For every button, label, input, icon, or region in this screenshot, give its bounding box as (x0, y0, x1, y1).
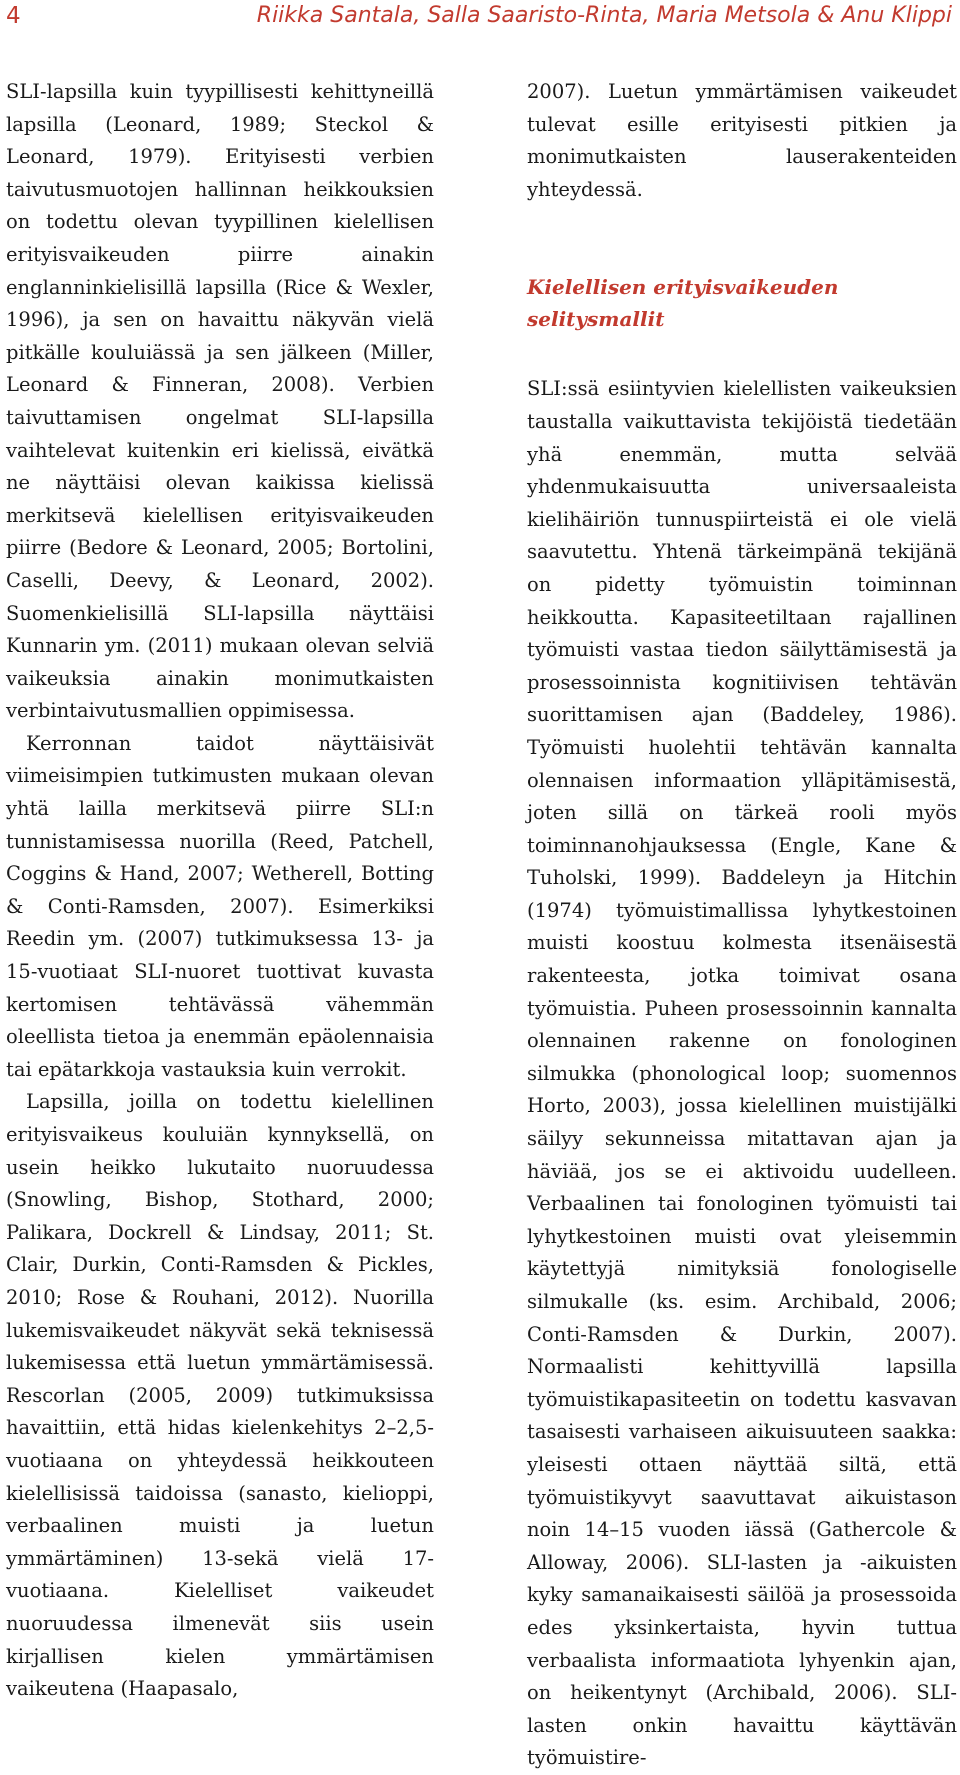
page-number: 4 (6, 3, 21, 29)
left-column (6, 76, 434, 1706)
body-paragraph: SLI:ssä esiintyvien kielellisten vaikeuksien taustalla vaikuttavista tekijöistä tiedetään yhä enemmän, mutta selvää yhdenmukaisuutta universaaleista kielihäiriön tunnuspiirteistä ei ole vielä saavutettu. Yhtenä tärkeimpänä tekijänä on pidetty työmuistin toiminnan heikkoutta. Kapasiteetiltaan rajallinen työmuisti vastaa tiedon säilyttämisestä ja prosessoinnista kognitiivisen tehtävän suorittamisen ajan (Baddeley, 1986). Työmuisti huolehtii tehtävän kannalta olennaisen informaation ylläpitämisestä, joten sillä on tärkeä rooli myös toiminnanohjauksessa (Engle, Kane & Tuholski, 1999). Baddeleyn ja Hitchin (1974) työmuistimallissa lyhytkestoinen muisti koostuu kolmesta itsenäisestä rakenteesta, jotka toimivat osana työmuistia. Puheen prosessoinnin kannalta olennainen rakenne on fonologinen silmukka (phonological loop; suomennos Horto, 2003), jossa kielellinen muistijälki säilyy sekunneissa mitattavan ajan ja häviää, jos se ei aktivoidu uudelleen. Verbaalinen tai fonologinen työmuisti tai lyhytkestoinen muisti ovat yleisemmin käytettyjä nimityksiä fonologiselle silmukalle (ks. esim. Archibald, 2006; Conti-Ramsden & Durkin, 2007). Normaalisti kehittyvillä lapsilla työmuistikapasiteetin on todettu kasvavan tasaisesti varhaiseen aikuisuuteen saakka: yleisesti ottaen näyttää siltä, että työmuistikyvyt saavuttavat aikuistason noin 14–15 vuoden iässä (Gathercole & Alloway, 2006). SLI-lasten ja -aikuisten kyky samanaikaisesti säilöä ja prosessoida edes yksinkertaista, hyvin tuttua verbaalista informaatiota lyhyenkin ajan, on heikentynyt (Archibald, 2006). SLI-lasten onkin havaittu käyttävän työmuistire- (527, 377, 957, 1770)
right-column (527, 76, 957, 1775)
body-paragraph: SLI-lapsilla kuin tyypillisesti kehittyneillä lapsilla (Leonard, 1989; Steckol & Leonard, 1979). Erityisesti verbien taivutusmuotojen hallinnan heikkouksien on todettu olevan tyypillinen kielellisen erityisvaikeuden piirre ainakin englanninkielisillä lapsilla (Rice & Wexler, 1996), ja sen on havaittu näkyvän vielä pitkälle kouluiässä ja sen jälkeen (Miller, Leonard & Finneran, 2008). Verbien taivuttamisen ongelmat SLI-lapsilla vaihtelevat kuitenkin eri kielissä, eivätkä ne näyttäisi olevan kaikissa kielissä merkitsevä kielellisen erityisvaikeuden piirre (Bedore & Leonard, 2005; Bortolini, Caselli, Deevy, & Leonard, 2002). Suomenkielisillä SLI-lapsilla näyttäisi Kunnarin ym. (2011) mukaan olevan selviä vaikeuksia ainakin monimutkaisten verbintaivutusmallien oppimisessa. (6, 80, 434, 723)
page-header (0, 0, 960, 40)
body-paragraph: Kerronnan taidot näyttäisivät viimeisimpien tutkimusten mukaan olevan yhtä lailla merkitsevä piirre SLI:n tunnistamisessa nuorilla (Reed, Patchell, Coggins & Hand, 2007; Wetherell, Botting & Conti-Ramsden, 2007). Esimerkiksi Reedin ym. (2007) tutkimuksessa 13- ja 15-vuotiaat SLI-nuoret tuottivat kuvasta kertomisen tehtävässä vähemmän oleellista tietoa ja enemmän epäolennaisia tai epätarkkoja vastauksia kuin verrokit. (6, 731, 434, 1081)
body-paragraph: Lapsilla, joilla on todettu kielellinen erityisvaikeus kouluiän kynnyksellä, on usein heikko lukutaito nuoruudessa (Snowling, Bishop, Stothard, 2000; Palikara, Dockrell & Lindsay, 2011; St. Clair, Durkin, Conti-Ramsden & Pickles, 2010; Rose & Rouhani, 2012). Nuorilla lukemisvaikeudet näkyvät sekä teknisessä lukemisessa että luetun ymmärtämisessä. Rescorlan (2005, 2009) tutkimuksissa havaittiin, että hidas kielenkehitys 2–2,5-vuotiaana on yhteydessä heikkouteen kielellisissä taidoissa (sanasto, kielioppi, verbaalinen muisti ja luetun ymmärtäminen) 13-sekä vielä 17-vuotiaana. Kielelliset vaikeudet nuoruudessa ilmenevät siis usein kirjallisen kielen ymmärtämisen vaikeutena (Haapasalo, (6, 1090, 434, 1701)
section-heading: Kielellisen erityisvaikeuden selitysmallit (527, 275, 839, 332)
body-paragraph: 2007). Luetun ymmärtämisen vaikeudet tulevat esille erityisesti pitkien ja monimutkaisten lauserakenteiden yhteydessä. (527, 80, 957, 201)
running-head-authors: Riikka Santala, Salla Saaristo-Rinta, Maria Metsola & Anu Klippi (256, 3, 952, 28)
